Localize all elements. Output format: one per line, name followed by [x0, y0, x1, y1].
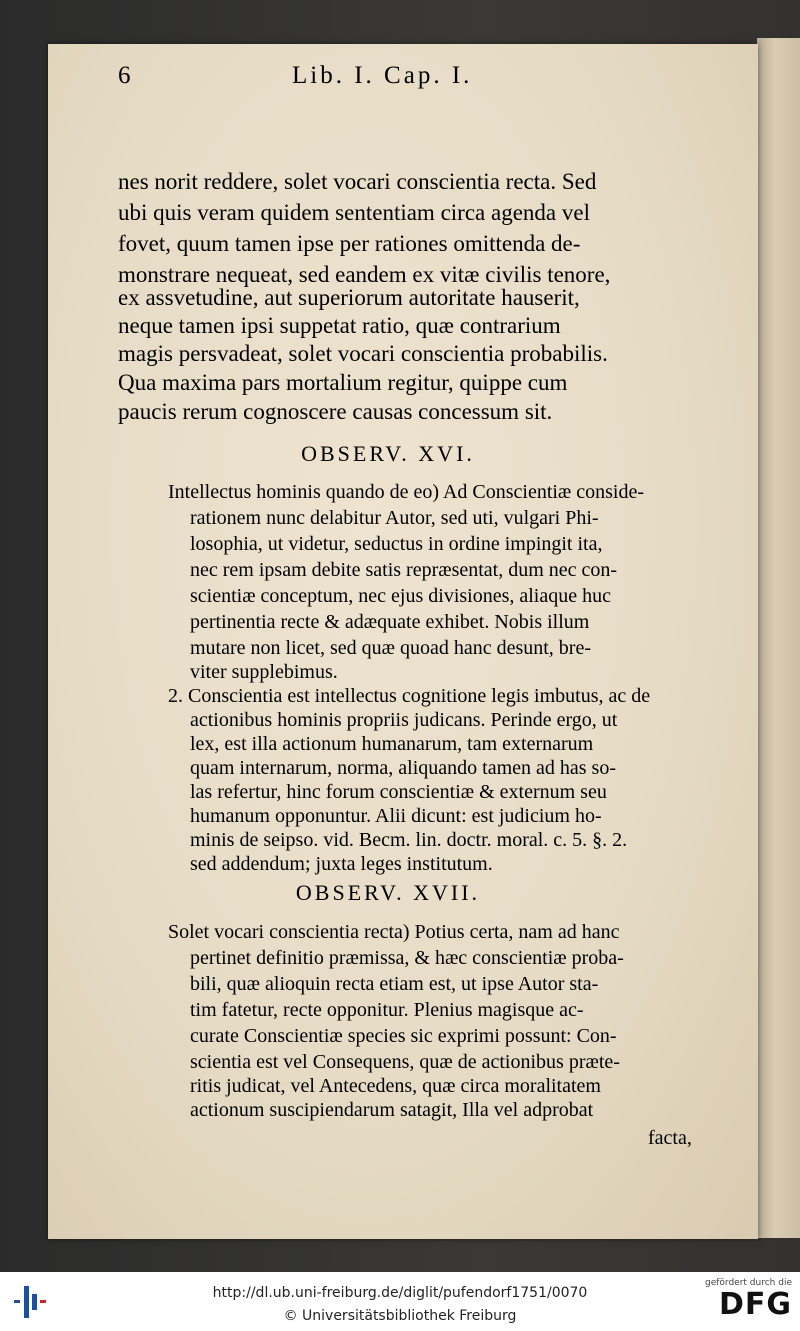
note-line: losophia, ut videtur, seductus in ordine impingit ita, [190, 533, 603, 555]
page-number: 6 [118, 62, 132, 89]
note-line: humanum opponuntur. Alii dicunt: est judicium ho- [190, 805, 602, 827]
note-line: actionibus hominis propriis judicans. Perinde ergo, ut [190, 709, 618, 731]
note-line: viter supplebimus. [190, 661, 338, 683]
note-line: scientiæ conceptum, nec ejus divisiones, aliaque huc [190, 585, 611, 607]
body-line: Qua maxima pars mortalium regitur, quippe cum [118, 370, 568, 395]
body-line: paucis rerum cognoscere causas concessum sit. [118, 399, 553, 424]
note-line: bili, quæ alioquin recta etiam est, ut ipse Autor sta- [190, 973, 599, 995]
dfg-logo [696, 1278, 792, 1326]
note-line: rationem nunc delabitur Autor, sed uti, vulgari Phi- [190, 507, 599, 529]
note-line: pertinentia recte & adæquate exhibet. Nobis illum [190, 611, 590, 633]
note-line: nec rem ipsam debite satis repræsentat, dum nec con- [190, 559, 618, 581]
note-line: actionum suscipiendarum satagit, Illa vel adprobat [190, 1099, 594, 1121]
note-line: 2. Conscientia est intellectus cognitione legis imbutus, ac de [168, 685, 651, 707]
running-head: Lib. I. Cap. I. [292, 62, 473, 89]
note-line: scientia est vel Consequens, quæ de actionibus præte- [190, 1051, 620, 1073]
note-line: quam internarum, norma, aliquando tamen ad has so- [190, 757, 616, 779]
note-line: ritis judicat, vel Antecedens, quæ circa moralitatem [190, 1075, 601, 1097]
dfg-caption: gefördert durch die [705, 1278, 792, 1288]
catchword: facta, [648, 1127, 692, 1149]
body-line: fovet, quum tamen ipse per rationes omittenda de- [118, 231, 581, 256]
note-line: mutare non licet, sed quæ quoad hanc desunt, bre- [190, 637, 591, 659]
footer-bar [0, 1272, 800, 1331]
note-line: curate Conscientiæ species sic exprimi possunt: Con- [190, 1025, 617, 1047]
body-line: ex assvetudine, aut superiorum autoritate hauserit, [118, 285, 580, 310]
copyright-text: © Universitätsbibliothek Freiburg [283, 1308, 517, 1324]
observation-heading-xvii: OBSERV. XVII. [295, 880, 481, 905]
note-line: sed addendum; juxta leges institutum. [190, 853, 493, 875]
dfg-logo-text: DFG [718, 1287, 792, 1322]
body-line: nes norit reddere, solet vocari conscientia recta. Sed [118, 169, 597, 194]
note-line: tim fatetur, recte opponitur. Plenius magisque ac- [190, 999, 584, 1021]
facing-page-edge [757, 38, 800, 1238]
note-line: Solet vocari conscientia recta) Potius certa, nam ad hanc [168, 921, 620, 943]
body-line: neque tamen ipsi suppetat ratio, quæ contrarium [118, 313, 561, 338]
note-line: pertinet definitio præmissa, & hæc conscientiæ proba- [190, 947, 624, 969]
observation-heading-xvi: OBSERV. XVI. [301, 441, 475, 466]
note-line: Intellectus hominis quando de eo) Ad Conscientiæ conside- [168, 481, 645, 503]
note-line: las refertur, hinc forum conscientiæ & externum seu [190, 781, 607, 803]
source-url-link[interactable]: http://dl.ub.uni-freiburg.de/diglit/pufendorf1751/0070 [212, 1285, 588, 1301]
note-line: minis de seipso. vid. Becm. lin. doctr. moral. c. 5. §. 2. [190, 829, 628, 851]
body-line: ubi quis veram quidem sententiam circa agenda vel [118, 200, 590, 225]
body-line: magis persvadeat, solet vocari conscientia probabilis. [118, 341, 608, 366]
note-line: lex, est illa actionum humanarum, tam externarum [190, 733, 594, 755]
body-line: monstrare nequeat, sed eandem ex vitæ civilis tenore, [118, 262, 611, 287]
page-header [118, 62, 658, 92]
